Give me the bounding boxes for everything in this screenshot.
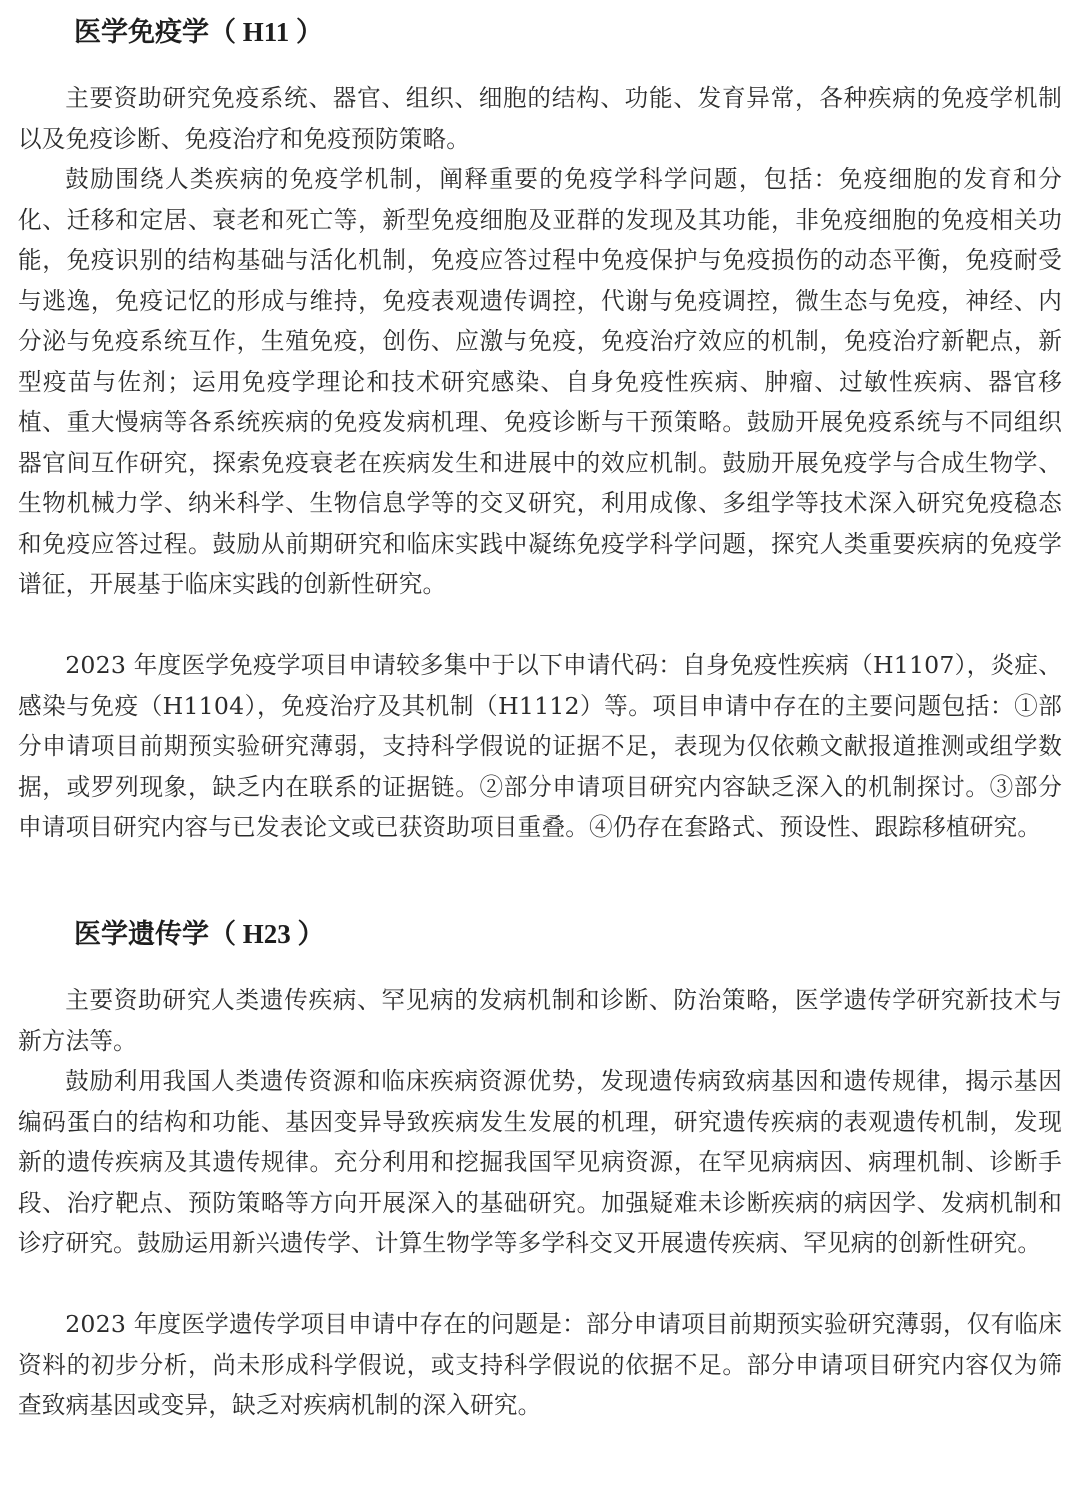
- section-code: （ H23 ）: [209, 919, 325, 949]
- section-title: 医学免疫学: [74, 17, 209, 48]
- section-heading-genetics: [74, 914, 325, 955]
- section-heading-immunology: [74, 12, 323, 53]
- paragraph-immunology-issues: 2023 年度医学免疫学项目申请较多集中于以下申请代码：自身免疫性疾病（H1107），炎症、感染与免疫（H1104），免疫治疗及其机制（H1112）等。项目申请中存在的主要问题包括：①部分申请项目前期预实验研究薄弱，支持科学假说的证据不足，表现为仅依赖文献报道推测或组学数据，或罗列现象，缺乏内在联系的证据链。②部分申请项目研究内容缺乏深入的机制探讨。③部分申请项目研究内容与已发表论文或已获资助项目重叠。④仍存在套路式、预设性、跟踪移植研究。: [18, 651, 1062, 841]
- paragraph-genetics-scope: 主要资助研究人类遗传疾病、罕见病的发病机制和诊断、防治策略，医学遗传学研究新技术与新方法等。: [18, 986, 1062, 1055]
- section-title: 医学遗传学: [74, 919, 209, 950]
- paragraph-genetics-encouraged: 鼓励利用我国人类遗传资源和临床疾病资源优势，发现遗传病致病基因和遗传规律，揭示基因编码蛋白的结构和功能、基因变异导致疾病发生发展的机理，研究遗传疾病的表观遗传机制，发现新的遗传疾病及其遗传规律。充分利用和挖掘我国罕见病资源，在罕见病病因、病理机制、诊断手段、治疗靶点、预防策略等方向开展深入的基础研究。加强疑难未诊断疾病的病因学、发病机制和诊疗研究。鼓励运用新兴遗传学、计算生物学等多学科交叉开展遗传疾病、罕见病的创新性研究。: [18, 1067, 1062, 1257]
- paragraph-immunology-scope: 主要资助研究免疫系统、器官、组织、细胞的结构、功能、发育异常，各种疾病的免疫学机制以及免疫诊断、免疫治疗和免疫预防策略。: [18, 84, 1062, 153]
- section-code: （ H11 ）: [209, 17, 324, 47]
- paragraph-genetics-issues: 2023 年度医学遗传学项目申请中存在的问题是：部分申请项目前期预实验研究薄弱，仅有临床资料的初步分析，尚未形成科学假说，或支持科学假说的依据不足。部分申请项目研究内容仅为筛查致病基因或变异，缺乏对疾病机制的深入研究。: [18, 1310, 1062, 1419]
- paragraph-immunology-encouraged: 鼓励围绕人类疾病的免疫学机制，阐释重要的免疫学科学问题，包括：免疫细胞的发育和分化、迁移和定居、衰老和死亡等，新型免疫细胞及亚群的发现及其功能，非免疫细胞的免疫相关功能，免疫识别的结构基础与活化机制，免疫应答过程中免疫保护与免疫损伤的动态平衡，免疫耐受与逃逸，免疫记忆的形成与维持，免疫表观遗传调控，代谢与免疫调控，微生态与免疫，神经、内分泌与免疫系统互作，生殖免疫，创伤、应激与免疫，免疫治疗效应的机制，免疫治疗新靶点，新型疫苗与佐剂；运用免疫学理论和技术研究感染、自身免疫性疾病、肿瘤、过敏性疾病、器官移植、重大慢病等各系统疾病的免疫发病机理、免疫诊断与干预策略。鼓励开展免疫系统与不同组织器官间互作研究，探索免疫衰老在疾病发生和进展中的效应机制。鼓励开展免疫学与合成生物学、生物机械力学、纳米科学、生物信息学等的交叉研究，利用成像、多组学等技术深入研究免疫稳态和免疫应答过程。鼓励从前期研究和临床实践中凝练免疫学科学问题，探究人类重要疾病的免疫学谱征，开展基于临床实践的创新性研究。: [18, 165, 1062, 598]
